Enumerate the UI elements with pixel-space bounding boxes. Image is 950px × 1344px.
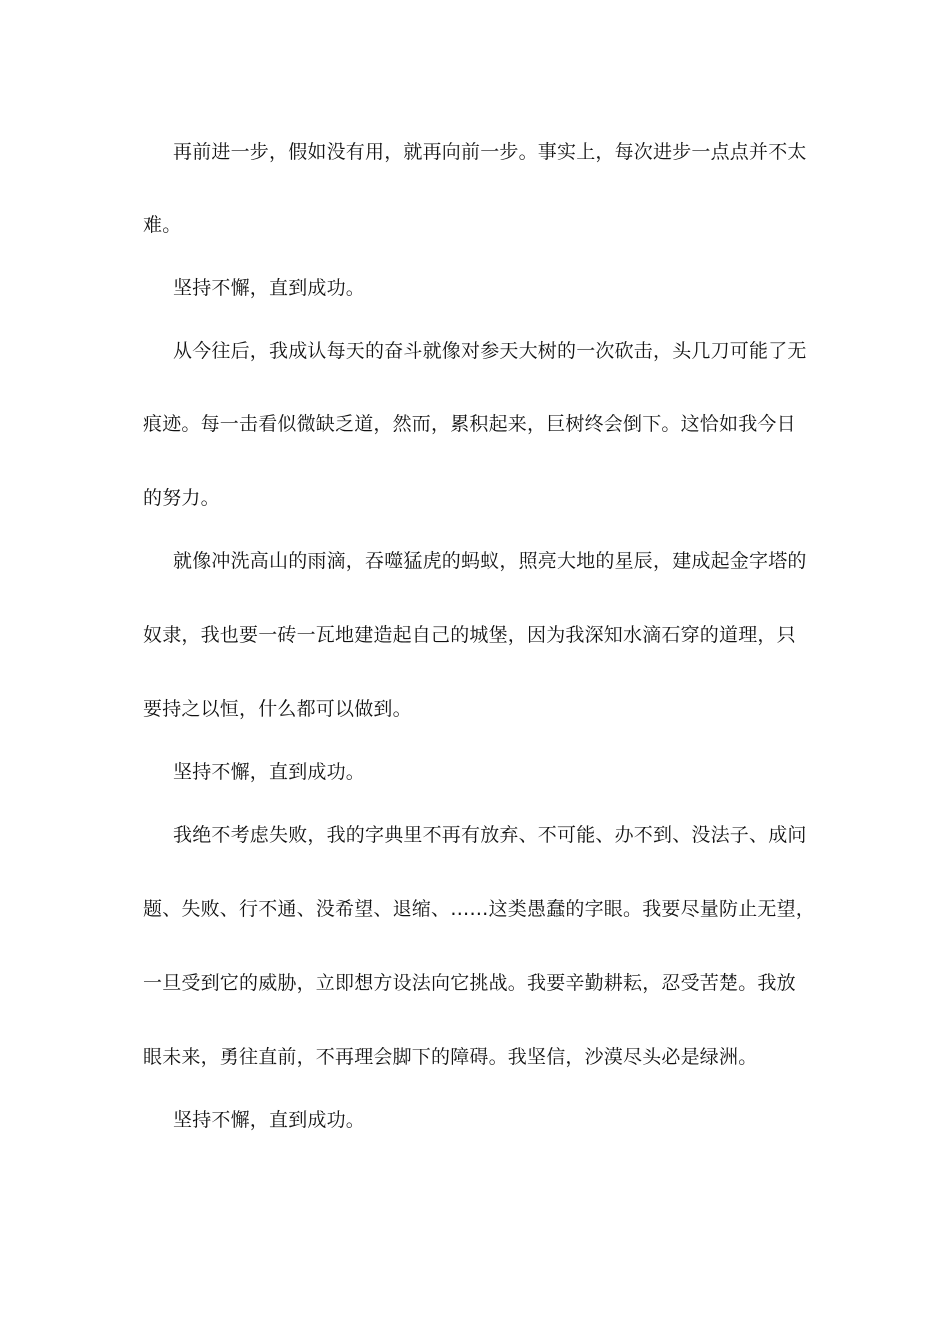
- text-line-13: 一旦受到它的威胁，立即想方设法向它挑战。我要辛勤耕耘，忍受苦楚。我放: [143, 972, 796, 994]
- text-line-15: 坚持不懈，直到成功。: [173, 1109, 366, 1131]
- text-line-6: 的努力。: [143, 487, 220, 509]
- text-line-7: 就像冲洗高山的雨滴，吞噬猛虎的蚂蚁，照亮大地的星辰，建成起金字塔的: [173, 550, 807, 572]
- text-line-5: 痕迹。每一击看似微缺乏道，然而，累积起来，巨树终会倒下。这恰如我今日: [143, 413, 796, 435]
- text-line-3: 坚持不懈，直到成功。: [173, 277, 366, 299]
- text-line-8: 奴隶，我也要一砖一瓦地建造起自己的城堡，因为我深知水滴石穿的道理，只: [143, 624, 796, 646]
- text-line-11: 我绝不考虑失败，我的字典里不再有放弃、不可能、办不到、没法子、成问: [173, 824, 807, 846]
- text-line-2: 难。: [143, 214, 182, 236]
- text-line-10: 坚持不懈，直到成功。: [173, 761, 366, 783]
- text-line-12: 题、失败、行不通、没希望、退缩、……这类愚蠢的字眼。我要尽量防止无望，: [143, 898, 816, 920]
- text-line-1: 再前进一步，假如没有用，就再向前一步。事实上，每次进步一点点并不太: [173, 141, 807, 163]
- text-line-14: 眼未来，勇往直前，不再理会脚下的障碍。我坚信，沙漠尽头必是绿洲。: [143, 1046, 758, 1068]
- text-line-9: 要持之以恒，什么都可以做到。: [143, 698, 412, 720]
- text-line-4: 从今往后，我成认每天的奋斗就像对参天大树的一次砍击，头几刀可能了无: [173, 340, 807, 362]
